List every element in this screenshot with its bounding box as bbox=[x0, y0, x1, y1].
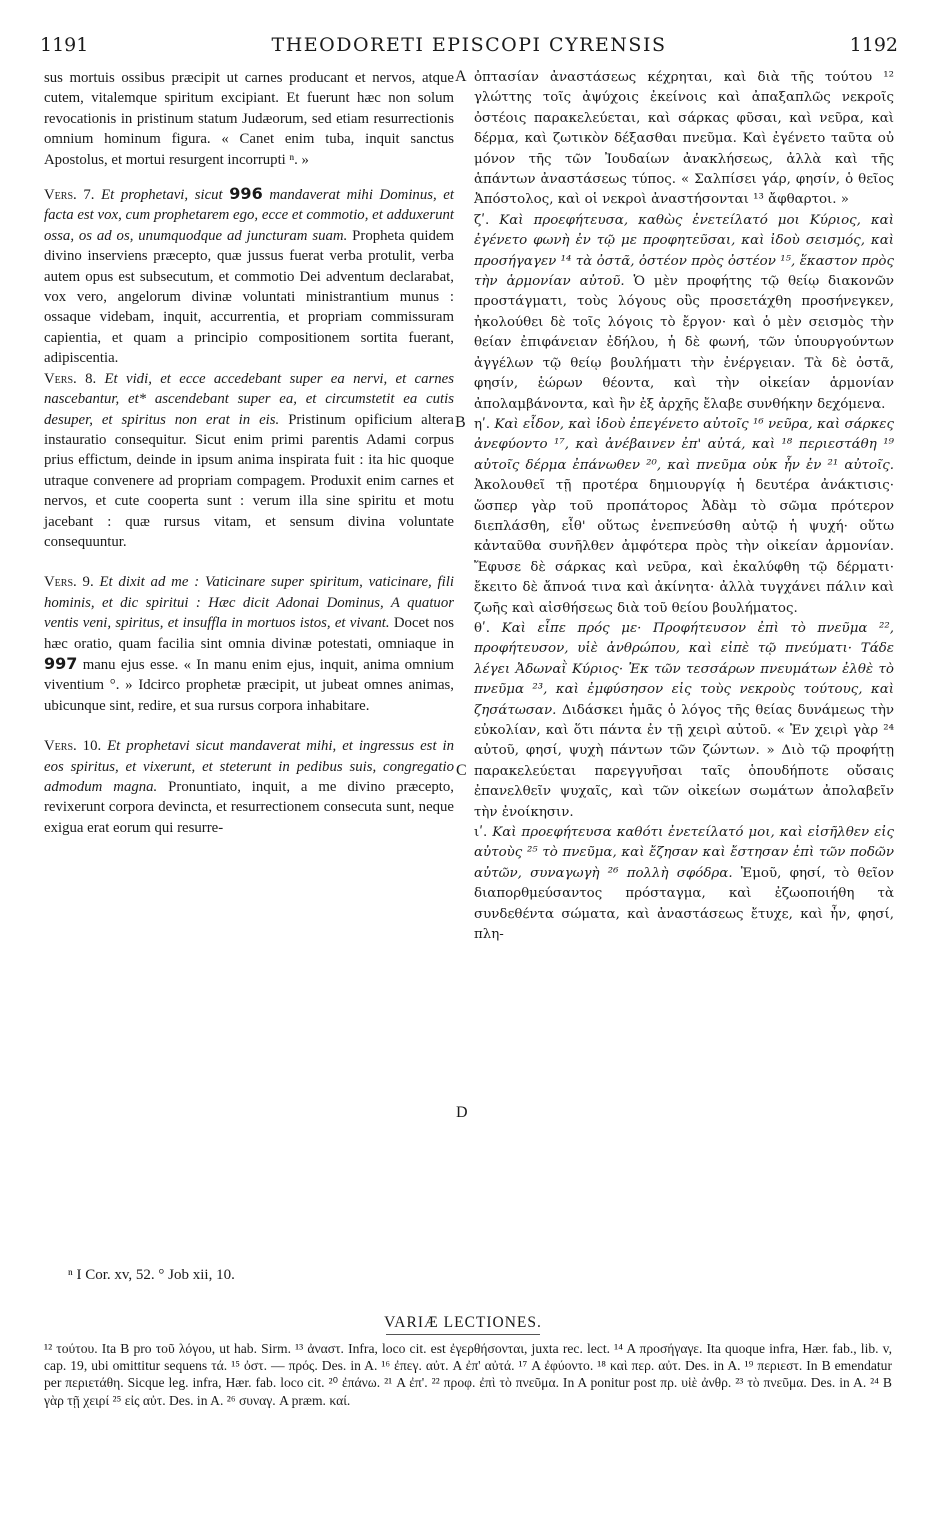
column-number: 997 bbox=[44, 653, 78, 673]
greek-verse-8 bbox=[474, 415, 894, 619]
verse-text: Et vidi, et ecce accedebant super ea nervi, et carnes nascebantur, et* ascendebant super ea, et circumstetit ea cutis desuper, et spiritus non erat in eis. bbox=[44, 370, 454, 428]
greek-verse-7 bbox=[474, 211, 894, 415]
verse-text: Καὶ προεφήτευσα, καθὼς ἐνετείλατό μοι Κύριος, καὶ ἐγένετο φωνὴ ἐν τῷ με προφητεῦσαι, καὶ ἰδοὺ σεισμός, καὶ προσήγαγεν ¹⁴ τὰ ὀστᾶ, ὀστέον πρὸς ὀστέον ¹⁵, ἕκαστον πρὸς τὴν ἁρμονίαν αὐτοῦ. bbox=[474, 212, 894, 290]
footnote: ⁿ I Cor. xv, 52. ° Job xii, 10. bbox=[68, 1267, 235, 1283]
commentary-text: Ὁ μὲν προφήτης τῷ θείῳ διακονῶν προστάγματι, τοὺς λόγους οὓς προσετάχθη προσήνεγκεν, ἠκολούθει δὲ τοῖς λόγοις τὸ ἔργον· καὶ ὁ μὲν σεισμὸς τὴν θείαν ἐπιφάνειαν ἐδήλου, ἡ δὲ φωνή, τῶν ὑπουργούντων ἀγγέλων τῷ θείῳ βουλήματι τὴν ἐνέργειαν. Τὰ δὲ ὀστᾶ, φησίν, ἑώρων θέοντα, καὶ τὴν οἰκείαν ἁρμονίαν ἀπολαμβάνοντα, καὶ ἣν ἐξ ἀρχῆς ἔλαβε συνθήκην δεχόμενα. bbox=[474, 274, 895, 412]
page-number-right: 1192 bbox=[849, 34, 898, 56]
commentary-text: Pronuntiato, inquit, a me divino præcepto, revixerunt corpora devincta, et resurrectionem consecuta sunt, neque exigua erat eorum qui resurre- bbox=[44, 779, 455, 836]
latin-verse-10 bbox=[44, 736, 454, 838]
margin-letter-c: C bbox=[456, 762, 467, 779]
margin-letter-d: D bbox=[456, 1104, 468, 1121]
commentary-text: manu ejus esse. « In manu enim ejus, inquit, anima omnium viventium °. » Idcirco prophetæ præcipit, ut jubeat omnes animas, ubicunque sint, redire, et sua rursus corpora inhabitare. bbox=[44, 656, 455, 714]
margin-letter-a: A bbox=[455, 68, 467, 85]
title-underline bbox=[386, 1334, 540, 1335]
greek-column bbox=[474, 68, 894, 945]
verse-label: Vers. 7. bbox=[44, 187, 95, 204]
greek-verse-9 bbox=[474, 619, 894, 823]
verse-text: Καὶ εἶδον, καὶ ἰδοὺ ἐπεγένετο αὐτοῖς ¹⁶ νεῦρα, καὶ σάρκες ἀνεφύοντο ¹⁷, καὶ ἀνέβαινεν ἐπ' αὐτά, καὶ ¹⁸ περιεστάθη ¹⁹ αὐτοῖς δέρμα ἐπάνωθεν ²⁰, καὶ πνεῦμα οὐκ ἦν ἐν ²¹ αὐτοῖς. bbox=[474, 416, 894, 473]
latin-paragraph: sus mortuis ossibus præcipit ut carnes producant et nervos, atque cutem, vitalemque spiritum excipiant. Et fuerunt hæc non solum revocationis in pristinum statum Judæorum, sed etiam resurrectionis omnium hominum figura. « Canet enim tuba, inquit sanctus Apostolus, et mortui resurgent incorrupti ⁿ. » bbox=[44, 70, 454, 168]
variae-lectiones-title: VARIÆ LECTIONES. bbox=[384, 1314, 542, 1331]
verse-label: Vers. 8. bbox=[44, 370, 97, 387]
commentary-text: Pristinum opificium altera instauratio consequitur. Sicut enim primi parentis Adami corpus prius effictum, deinde in ipsum anima inspirata fuit : ita hic quoque utraque convenere ad propriam compagem. Produxit enim carnes et nervos, et cute cooperta sunt : verum illa sine spiritu et motu jacebant : quæ rursus vitam, et sensum divina voluntate consequuntur. bbox=[44, 411, 454, 550]
greek-paragraph: ὀπτασίαν ἀναστάσεως κέχρηται, καὶ διὰ τῆς τούτου ¹² γλώττης τοῖς ἀψύχοις ἐκείνοις καὶ ἀπαξαπλῶς νεκροῖς ὀστέοις παρακελεύεται, καὶ σάρκας φῦσαι, καὶ νεῦρα, καὶ δέρμα, καὶ ζωτικὸν δέξασθαι πνεῦμα. Καὶ ἐγένετο ταῦτα οὐ μόνον τῆς τῶν Ἰουδαίων ἀνακλήσεως, ἀλλὰ καὶ τῆς ἁπάντων ἀναστάσεως τύπος. « Σαλπίσει γάρ, φησίν, ὁ θεῖος Ἀπόστολος, καὶ οἱ νεκροὶ ἀναστήσονται ¹³ ἄφθαρτοι. » bbox=[474, 70, 894, 208]
commentary-text: Διδάσκει ἡμᾶς ὁ λόγος τῆς θείας δυνάμεως τὴν εὐκολίαν, καὶ ὅτι πάντα ἐν τῇ χειρὶ αὐτοῦ. « Ἐν χειρὶ γὰρ ²⁴ αὐτοῦ, φησί, ψυχὴ πάντων τῶν ζώντων. » Διὸ τῷ προφήτῃ παρακελεύεται παρεγγυῆσαι ταῖς ὁπουδήποτε οὔσαις ἐπανελθεῖν ψυχαῖς, καὶ τῶν οἰκείων σωμάτων ἀπολαβεῖν τὴν ἐνοίκησιν. bbox=[474, 702, 894, 820]
verse-label: ηʹ. bbox=[474, 416, 491, 432]
verse-label: θʹ. bbox=[474, 620, 491, 636]
verse-label: Vers. 10. bbox=[44, 738, 102, 755]
verse-text: Et dixit ad me : Vaticinare super spiritum, vaticinare, fili hominis, et dic spiritui : Hæc dicit Adonai Dominus, A quatuor ventis veni, spiritus, et insuffla in mortuos istos, et vivant. bbox=[44, 574, 454, 632]
verse-text: Et prophetavi sicut mandaverat mihi, et ingressus est in eos spiritus, et vixerunt, et steterunt in pedibus suis, congregatio admodum magna. bbox=[44, 738, 455, 795]
verse-label: Vers. 9. bbox=[44, 574, 94, 591]
variae-lectiones-text: ¹² τούτου. Ita B pro τοῦ λόγου, ut hab. Sirm. ¹³ ἀναστ. Infra, loco cit. est ἐγερθήσονται, juxta rec. lect. ¹⁴ A προσήγαγε. Ita quoque infra, Hær. fab., lib. v, cap. 19, ubi omittitur sequens τά. ¹⁵ ὀστ. — πρός. Des. in A. ¹⁶ ἐπεγ. αὐτ. A ἐπ' αὐτά. ¹⁷ A ἐφύοντο. ¹⁸ καὶ περ. αὐτ. Des. in A. ¹⁹ περιεστ. In B emendatur per περιετάθη. Sicque leg. infra, Hær. fab. loco cit. ²⁰ ἐπάνω. ²¹ A ἐπ'. ²² προφ. ἐπὶ τὸ πνεῦμα. In A ponitur post πρ. υἱὲ ἀνθρ. ²³ τὸ πνεῦμα. Des. in A. ²⁴ B γὰρ τῇ χειρί ²⁵ εἰς αὐτ. Des. in A. ²⁶ συναγ. A præm. καί. bbox=[44, 1341, 892, 1408]
verse-text: mandaverat mihi Dominus, et facta est vox, cum prophetarem ego, ecce et commotio, et adduxerunt ossa, os ad os, unumquodque ad juncturam suam. bbox=[44, 187, 454, 244]
latin-column bbox=[44, 68, 454, 838]
latin-verse-7 bbox=[44, 184, 454, 369]
page-number-left: 1191 bbox=[40, 34, 89, 56]
verse-text: Καὶ προεφήτευσα καθότι ἐνετείλατό μοι, καὶ εἰσῆλθεν εἰς αὐτοὺς ²⁵ τὸ πνεῦμα, καὶ ἔζησαν καὶ ἔστησαν ἐπὶ τῶν ποδῶν αὐτῶν, συναγωγὴ ²⁶ πολλὴ σφόδρα. bbox=[474, 825, 895, 881]
commentary-text: Propheta quidem divino inserviens præcepto, quæ jussus fuerat verba protulit, verba autem opus est subsecutum, et commotio Dei adventum declarabat, vox vero, angelorum divinæ voluntati ministrantium munus : ossaque videbam, inquit, accurrentia, et propriam commissuram capientia, et quam a principio compositionem sortita fuerant, adipiscentia. bbox=[44, 227, 455, 367]
margin-letter-b: B bbox=[455, 414, 466, 431]
column-number: 996 bbox=[229, 184, 263, 204]
verse-label: ιʹ. bbox=[474, 825, 488, 841]
verse-text: Καὶ εἶπε πρός με· Προφήτευσον ἐπὶ τὸ πνεῦμα ²², προφήτευσον, υἱὲ ἀνθρώπου, καὶ εἰπὲ τῷ πνεύματι· Τάδε λέγει Ἀδωναῒ Κύριος· Ἐκ τῶν τεσσάρων πνευμάτων ἐλθὲ τὸ πνεῦμα ²³, καὶ ἐμφύσησον εἰς τοὺς νεκροὺς τούτους, καὶ ζησάτωσαν. bbox=[474, 620, 894, 718]
verse-label: ζʹ. bbox=[474, 212, 490, 228]
page-header bbox=[40, 34, 898, 62]
greek-verse-10 bbox=[474, 823, 894, 945]
latin-verse-9 bbox=[44, 572, 454, 716]
latin-verse-8 bbox=[44, 369, 454, 553]
running-title: THEODORETI EPISCOPI CYRENSIS bbox=[271, 34, 667, 56]
commentary-text: Ἀκολουθεῖ τῇ προτέρα δημιουργίᾳ ἡ δευτέρα ἀνάκτισις· ὥσπερ γὰρ τοῦ προπάτορος Ἀδὰμ τὸ σῶμα πρότερον διεπλάσθη, εἶθ' οὕτως ἐνεπνεύσθη αὐτῷ ἡ ψυχή· οὕτω κἀνταῦθα συνῆλθεν ἀμφότερα πρὸς τὴν οἰκείαν ἁρμονίαν. Ἔφυσε δὲ σάρκας καὶ νεῦρα, καὶ ἐκαλύφθη τῷ δέρματι· ἔκειτο δὲ ἄπνοά τινα καὶ ἀκίνητα· ἀλλὰ τυγχάνει πάλιν καὶ ζωῆς καὶ αἰσθήσεως διὰ τοῦ θείου βουλήματος. bbox=[474, 478, 894, 616]
commentary-text: Docet nos hæc oratio, quam facilia sint omnia divinæ potestati, omniaque in bbox=[44, 615, 455, 652]
commentary-text: Ἐμοῦ, φησί, τὸ θεῖον διαπορθμεύσαντος πρόσταγμα, καὶ ἐζωοποιήθη τὰ συνδεθέντα σώματα, καὶ ἀναστάσεως ἔτυχε, καὶ ἦν, φησί, πλη- bbox=[474, 865, 894, 943]
verse-text: Et prophetavi, sicut bbox=[101, 187, 223, 204]
